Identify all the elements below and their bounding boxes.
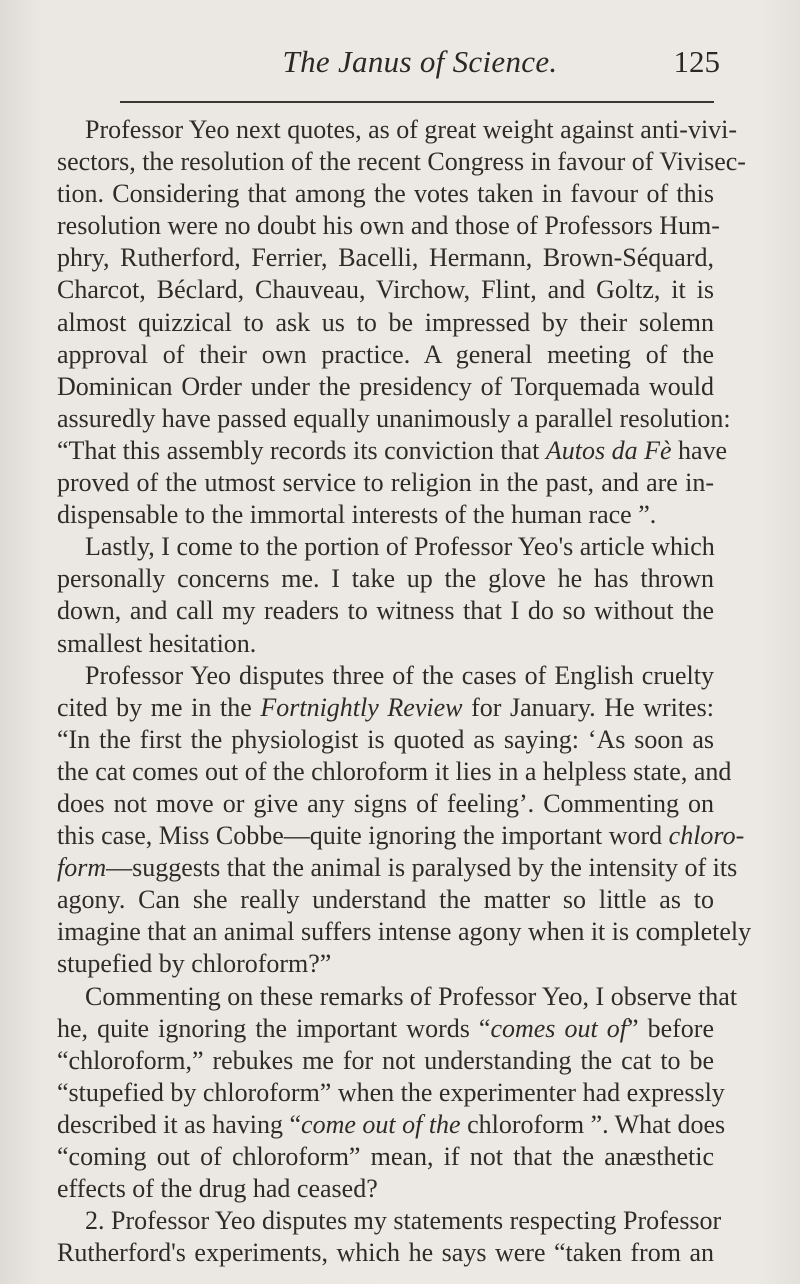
- text-line: smallest hesitation.: [57, 628, 257, 658]
- text-line: agony. Can she really understand the matter so little as to: [57, 885, 714, 915]
- body-text: [57, 114, 752, 1269]
- text-line: 2. Professor Yeo disputes my statements respecting Professor: [85, 1206, 722, 1236]
- text-line: the cat comes out of the chloroform it lies in a helpless state, and: [57, 756, 732, 786]
- text-line: Dominican Order under the presidency of Torquemada would: [57, 371, 714, 401]
- text-line: does not move or give any signs of feeling’. Commenting on: [57, 788, 714, 818]
- text-line: “That this assembly records its conviction that Autos da Fè have: [57, 435, 728, 465]
- italic-phrase: come out of the: [301, 1109, 461, 1139]
- italic-phrase: Autos da Fè: [545, 435, 672, 465]
- text-line: phry, Rutherford, Ferrier, Bacelli, Hermann, Brown-Séquard,: [57, 243, 714, 273]
- text-line: cited by me in the Fortnightly Review for January. He writes:: [57, 692, 714, 722]
- italic-phrase: comes out of: [490, 1013, 627, 1043]
- text-line: personally concerns me. I take up the glove he has thrown: [57, 564, 714, 594]
- header-rule: [120, 101, 714, 103]
- text-line: stupefied by chloroform?”: [57, 949, 332, 979]
- italic-phrase: Fortnightly Review: [260, 692, 463, 722]
- italic-phrase: form: [57, 853, 107, 883]
- running-header: [120, 44, 720, 88]
- text-line: he, quite ignoring the important words “comes out of” before: [57, 1013, 714, 1043]
- text-line: tion. Considering that among the votes taken in favour of this: [57, 179, 714, 209]
- text-line: form—suggests that the animal is paralysed by the intensity of its: [57, 853, 738, 883]
- text-line: “In the first the physiologist is quoted as saying: ‘As soon as: [57, 724, 714, 754]
- text-line: sectors, the resolution of the recent Congress in favour of Vivisec-: [57, 147, 746, 177]
- text-line: effects of the drug had ceased?: [57, 1174, 378, 1204]
- text-line: this case, Miss Cobbe—quite ignoring the important word chloro-: [57, 821, 745, 851]
- text-line: resolution were no doubt his own and those of Professors Hum-: [57, 211, 720, 241]
- page-number: 125: [673, 44, 720, 79]
- text-line: proved of the utmost service to religion in the past, and are in-: [57, 468, 714, 498]
- text-line: Professor Yeo disputes three of the cases of English cruelty: [85, 660, 714, 690]
- text-line: Professor Yeo next quotes, as of great weight against anti-vivi-: [85, 115, 738, 144]
- running-title: The Janus of Science.: [282, 44, 558, 79]
- text-line: approval of their own practice. A general meeting of the: [57, 339, 714, 369]
- text-line: described it as having “come out of the chloroform ”. What does: [57, 1109, 726, 1139]
- text-line: “stupefied by chloroform” when the experimenter had expressly: [57, 1077, 725, 1107]
- text-line: imagine that an animal suffers intense agony when it is completely: [57, 917, 752, 947]
- text-line: dispensable to the immortal interests of the human race ”.: [57, 500, 657, 530]
- text-line: Charcot, Béclard, Chauveau, Virchow, Flint, and Goltz, it is: [57, 275, 714, 305]
- text-line: Rutherford's experiments, which he says were “taken from an: [57, 1238, 714, 1268]
- text-line: almost quizzical to ask us to be impressed by their solemn: [57, 307, 714, 337]
- text-line: Lastly, I come to the portion of Professor Yeo's article which: [85, 532, 715, 562]
- text-line: assuredly have passed equally unanimously a parallel resolution:: [57, 403, 731, 433]
- text-line: down, and call my readers to witness that I do so without the: [57, 596, 714, 626]
- text-line: “chloroform,” rebukes me for not understanding the cat to be: [57, 1045, 714, 1075]
- text-line: “coming out of chloroform” mean, if not that the anæsthetic: [57, 1142, 714, 1171]
- italic-phrase: chloro-: [668, 821, 745, 851]
- text-line: Commenting on these remarks of Professor Yeo, I observe that: [85, 981, 738, 1011]
